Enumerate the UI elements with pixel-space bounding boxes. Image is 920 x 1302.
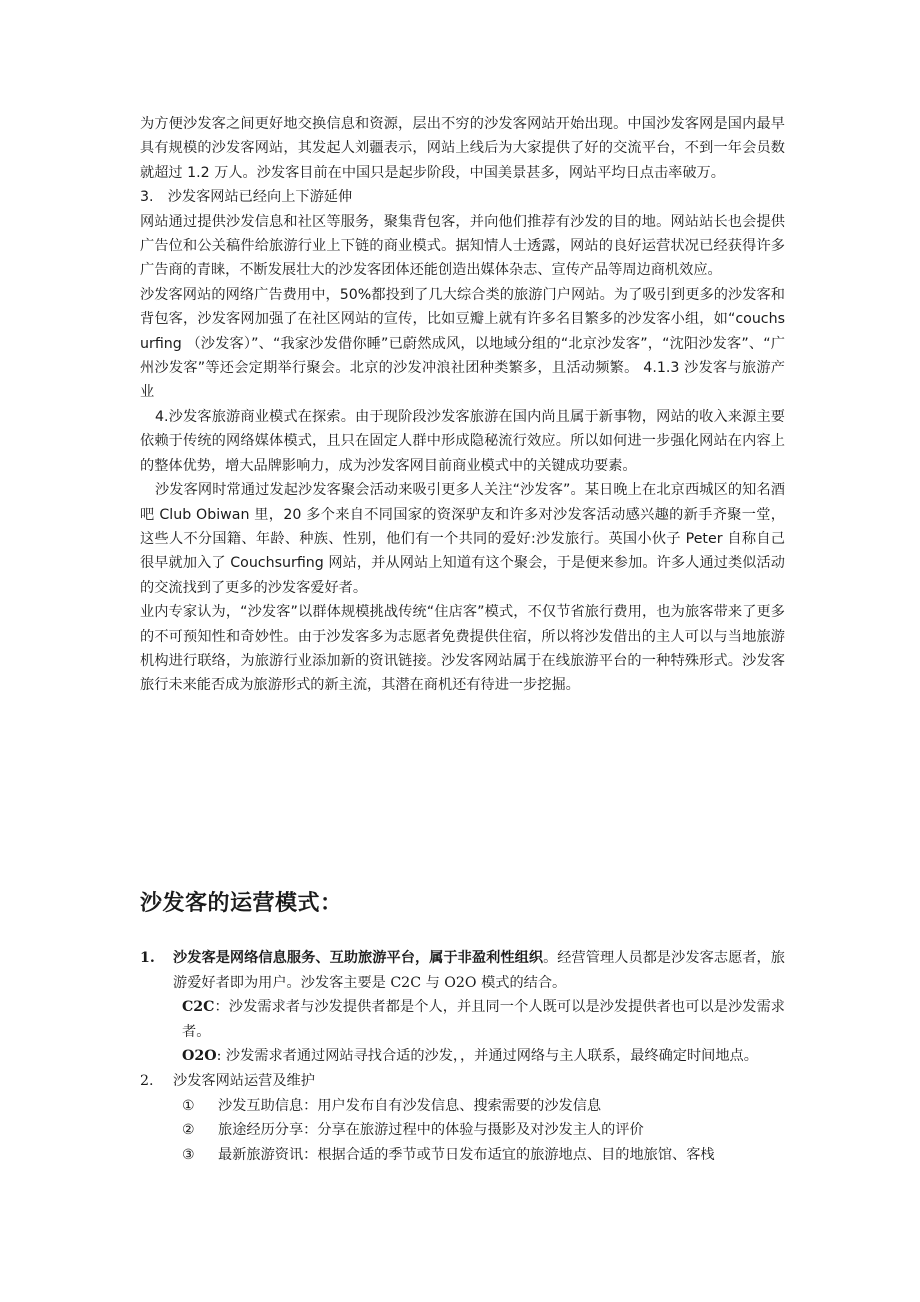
sub-item-1 [140,1094,785,1119]
numbered-item-1 [140,946,785,995]
circled-number: ③ [182,1146,195,1163]
item-bold-text: 沙发客是网络信息服务、互助旅游平台，属于非盈利性组织 [173,950,544,966]
sub-item-text: 旅途经历分享：分享在旅游过程中的体验与摄影及对沙发主人的评价 [218,1122,644,1139]
sub-item-text: 最新旅游资讯：根据合适的季节或节日发布适宜的旅游地点、目的地旅馆、客栈 [218,1146,715,1163]
item-rest-text: 。经营管理人员都是沙发客志愿者，旅游爱好者即为用户。沙发客主要是 C2C 与 O2O 模式的结合。 [173,950,785,991]
item-text: 沙发客网站运营及维护 [173,1072,315,1089]
sub-item-text: 沙发互助信息：用户发布自有沙发信息、搜索需要的沙发信息 [218,1097,602,1114]
section-heading: 沙发客的运营模式： [140,891,343,916]
o2o-label: O2O [182,1048,217,1065]
sub-item-3 [140,1143,785,1168]
c2c-description [140,995,785,1044]
c2c-text: ：沙发需求者与沙发提供者都是个人，并且同一个人既可以是沙发提供者也可以是沙发需求者。 [182,999,785,1040]
paragraph-intro: 为方便沙发客之间更好地交换信息和资源，层出不穷的沙发客网站开始出现。中国沙发客网是国内最早具有规模的沙发客网站，其发起人刘疆表示，网站上线后为大家提供了好的交流平台，不到一年会员数就超过 1.2 万人。沙发客目前在中国只是起步阶段，中国美景甚多，网站平均日点击率破万。 [140,116,785,181]
operation-mode-section [140,946,785,1167]
circled-number: ① [182,1097,195,1114]
o2o-text: : 沙发需求者通过网站寻找合适的沙发，，并通过网络与主人联系，最终确定时间地点。 [216,1048,758,1065]
paragraph-advertising: 沙发客网站的网络广告费用中，50%都投到了几大综合类的旅游门户网站。为了吸引到更多的沙发客和背包客，沙发客网加强了在社区网站的宣传，比如豆瓣上就有许多名目繁多的沙发客小组，如“couchsurfing （沙发客）”、“我家沙发借你睡”已蔚然成风，以地域分组的“北京沙发客”，“沈阳沙发客”、“广州沙发客”等还会定期举行聚会。北京的沙发冲浪社团种类繁多，且活动频繁。 4.1.3 沙发客与旅游产业 [140,286,785,401]
paragraph-business-model: 4.沙发客旅游商业模式在探索。由于现阶段沙发客旅游在国内尚且属于新事物，网站的收入来源主要依赖于传统的网络媒体模式，且只在固定人群中形成隐秘流行效应。所以如何进一步强化网站在内容上的整体优势，增大品牌影响力，成为沙发客网目前商业模式中的关键成功要素。 [140,408,785,474]
paragraph-website-services: 网站通过提供沙发信息和社区等服务，聚集背包客，并向他们推荐有沙发的目的地。网站站长也会提供广告位和公关稿件给旅游行业上下链的商业模式。据知情人士透露，网站的良好运营状况已经获得许多广告商的青睐，不断发展壮大的沙发客团体还能创造出媒体杂志、宣传产品等周边商机效应。 [140,213,785,279]
o2o-description [140,1044,785,1069]
item-number: 1. [140,950,155,966]
item-text [173,946,785,995]
sub-item-2 [140,1118,785,1143]
list-item-3: 3. 沙发客网站已经向上下游延伸 [140,189,353,206]
item-number: 2. [140,1072,154,1089]
circled-number: ② [182,1122,195,1139]
paragraph-expert-view: 业内专家认为，“沙发客”以群体规模挑战传统“住店客”模式，不仅节省旅行费用，也为旅客带来了更多的不可预知性和奇妙性。由于沙发客多为志愿者免费提供住宿，所以将沙发借出的主人可以与当地旅游机构进行联络，为旅游行业添加新的资讯链接。沙发客网站属于在线旅游平台的一种特殊形式。沙发客旅行未来能否成为旅游形式的新主流，其潜在商机还有待进一步挖掘。 [140,604,785,694]
c2c-label: C2C [182,999,215,1016]
numbered-item-2 [140,1069,785,1094]
body-text-block [140,112,785,698]
paragraph-gathering-event: 沙发客网时常通过发起沙发客聚会活动来吸引更多人关注“沙发客”。某日晚上在北京西城区的知名酒吧 Club Obiwan 里，20 多个来自不同国家的资深驴友和许多对沙发客活动感兴趣的新手齐聚一堂，这些人不分国籍、年龄、种族、性别，他们有一个共同的爱好:沙发旅行。英国小伙子 Peter 自称自己很早就加入了 Couchsurfing 网站，并从网站上知道有这个聚会，于是便来参加。许多人通过类似活动的交流找到了更多的沙发客爱好者。 [140,482,785,596]
